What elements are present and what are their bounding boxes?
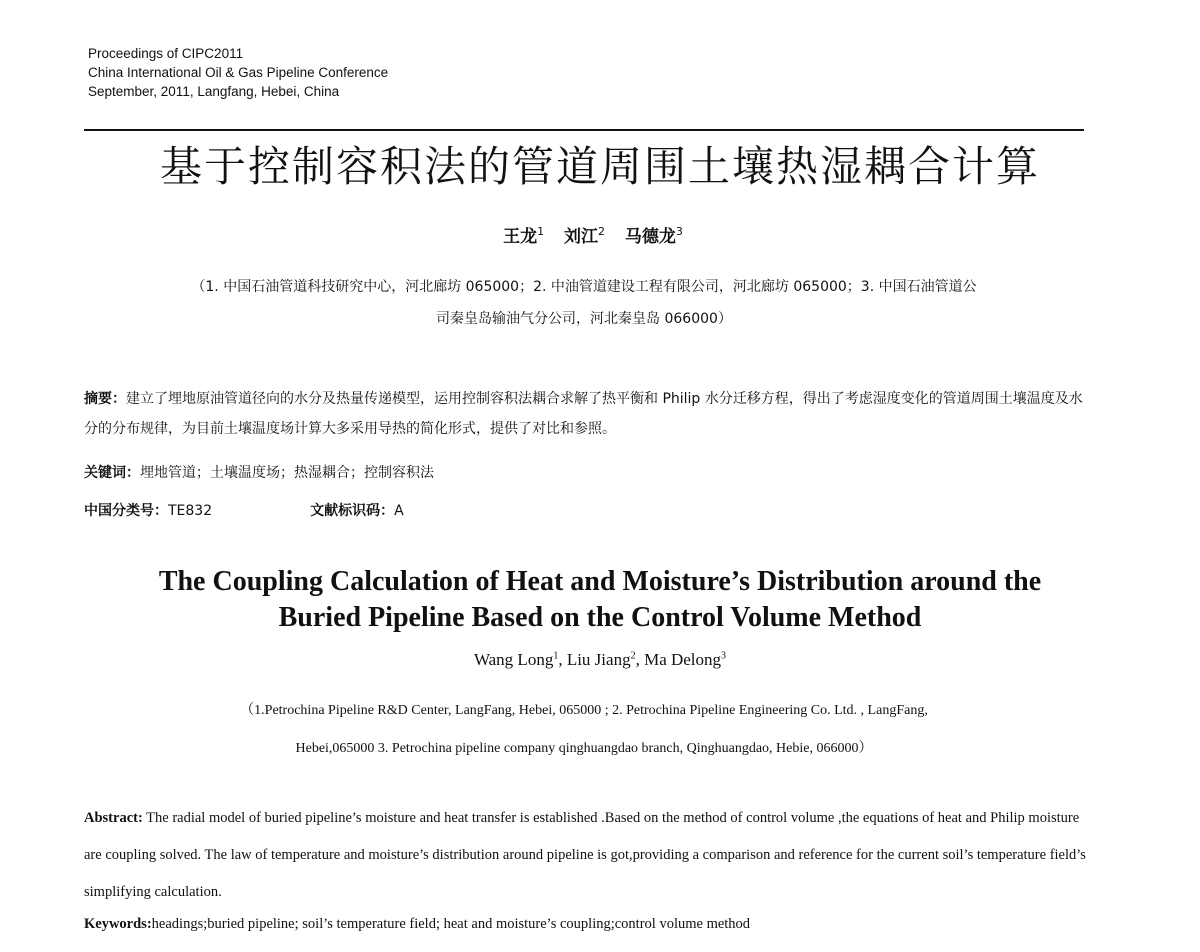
english-author-sup: 2 xyxy=(630,650,636,662)
chinese-abstract-text: 建立了埋地原油管道径向的水分及热量传递模型，运用控制容积法耦合求解了热平衡和 Philip 水分迁移方程，得出了考虑湿度变化的管道周围土壤温度及水分的分布规律，为目前土壤温度场计算大多采用导热的简化形式，提供了对比和参照。 xyxy=(84,391,1083,437)
chinese-affiliation-line-2: 司秦皇岛输油气分公司，河北秦皇岛 066000） xyxy=(436,311,732,327)
chinese-author-sup: 3 xyxy=(675,225,683,239)
chinese-affiliation-line-1: （1. 中国石油管道科技研究中心，河北廊坊 065000；2. 中油管道建设工程有限公司，河北廊坊 065000；3. 中国石油管道公 xyxy=(191,279,977,295)
chinese-authors xyxy=(0,222,1200,247)
author-separator: , xyxy=(635,650,645,669)
chinese-author-sup: 1 xyxy=(537,225,545,239)
english-title-line-1: The Coupling Calculation of Heat and Moisture’s Distribution around the xyxy=(158,566,1042,597)
english-keywords xyxy=(84,916,750,933)
author-separator: , xyxy=(558,650,567,669)
proceedings-header xyxy=(88,44,388,101)
english-author-name: Liu Jiang xyxy=(566,650,631,669)
english-affiliations xyxy=(84,692,1084,768)
proceedings-line-1: Proceedings of CIPC2011 xyxy=(88,46,244,61)
chinese-affiliations xyxy=(84,271,1084,335)
english-abstract-label: Abstract: xyxy=(84,810,143,826)
proceedings-line-3: September, 2011, Langfang, Hebei, China xyxy=(88,84,340,99)
chinese-title: 基于控制容积法的管道周围土壤热湿耦合计算 xyxy=(159,142,1040,191)
chinese-author-name: 王龙 xyxy=(503,227,538,247)
english-abstract xyxy=(84,800,1089,911)
english-author-sup: 1 xyxy=(553,650,559,662)
english-title xyxy=(0,564,1200,636)
chinese-keywords-text: 埋地管道；土壤温度场；热湿耦合；控制容积法 xyxy=(140,465,434,481)
classification-label: 中国分类号： xyxy=(84,503,168,519)
chinese-classification xyxy=(84,500,404,520)
english-affiliation-line-1: （1.Petrochina Pipeline R&D Center, LangFang, Hebei, 065000 ; 2. Petrochina Pipeline Engineering Co. Ltd. , LangFang, xyxy=(240,703,928,718)
chinese-keywords xyxy=(84,462,434,482)
chinese-author-name: 刘江 xyxy=(564,227,598,247)
english-author-name: Wang Long xyxy=(473,650,554,669)
document-code-label: 文献标识码： xyxy=(310,503,395,519)
chinese-author-sup: 2 xyxy=(598,225,605,239)
english-author-name: Ma Delong xyxy=(644,650,722,669)
english-author-sup: 3 xyxy=(721,650,727,662)
english-abstract-text: The radial model of buried pipeline’s moisture and heat transfer is established .Based on the method of control volume ,the equations of heat and Philip moisture are coupling solved. The law of temperature and moisture’s distribution around pipeline is got,providing a comparison and reference for the current soil’s temperature field’s simplifying calculation. xyxy=(84,810,1086,900)
header-rule xyxy=(84,129,1084,131)
document-code-value: A xyxy=(394,503,404,519)
english-title-line-2: Buried Pipeline Based on the Control Volume Method xyxy=(278,602,922,633)
english-authors xyxy=(0,650,1200,670)
classification-value: TE832 xyxy=(168,503,213,519)
chinese-author-name: 马德龙 xyxy=(624,227,676,247)
english-keywords-text: headings;buried pipeline; soil’s temperature field; heat and moisture’s coupling;control volume method xyxy=(151,916,751,932)
english-keywords-label: Keywords: xyxy=(84,916,152,932)
chinese-abstract-label: 摘要： xyxy=(84,391,126,407)
proceedings-line-2: China International Oil & Gas Pipeline Conference xyxy=(88,65,389,80)
english-affiliation-line-2: Hebei,065000 3. Petrochina pipeline company qinghuangdao branch, Qinghuangdao, Hebie, 066000） xyxy=(295,741,873,756)
chinese-keywords-label: 关键词： xyxy=(84,465,140,481)
chinese-abstract xyxy=(84,384,1089,444)
